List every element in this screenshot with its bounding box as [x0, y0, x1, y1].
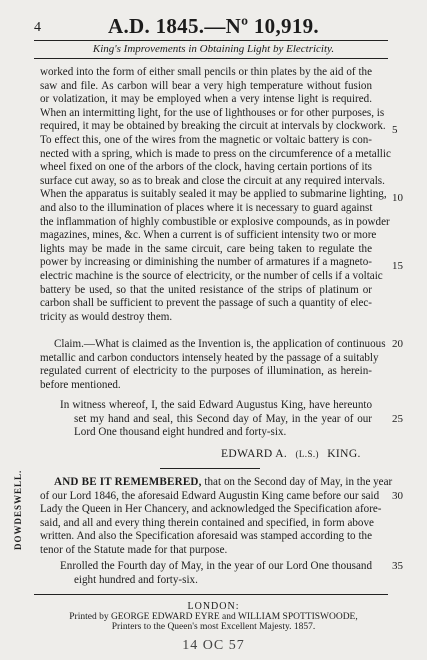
body-line: and also to the illumination of places where it is necessary to guard against [40, 201, 373, 214]
header-rule-top [34, 40, 388, 41]
imprint-city: LONDON: [187, 601, 240, 612]
body-line: When the apparatus is suitably sealed it may be applied to submarine lighting, [40, 188, 387, 201]
enrolment-line: Lady the Queen in Her Chancery, and acknowledged the Specification afore- [40, 503, 382, 516]
line-number: 5 [392, 124, 398, 136]
patent-subtitle: King's Improvements in Obtaining Light by Electricity. [92, 43, 335, 55]
side-margin-label: DOWDESWELL. [13, 469, 23, 551]
body-line: saw and file. As carbon will bear a very high temperature without fusion [40, 79, 372, 92]
seal-mark: (L.S.) [295, 449, 319, 459]
body-line: To effect this, one of the wires from the magnetic or voltaic battery is con- [40, 133, 372, 146]
remembered-lead: AND BE IT REMEMBERED, [54, 476, 202, 488]
body-line: electric machine is the source of electricity, or the number of cells if a voltaic [40, 269, 383, 282]
body-line: required, it may be obtained by breaking the circuit at intervals by clockwork. [40, 120, 386, 133]
body-line: wheel fixed on one of the arbors of the clock, having certain portions of its [40, 161, 372, 174]
section-divider [160, 468, 260, 469]
signature-last-name: KING. [327, 448, 361, 460]
page-header [0, 14, 427, 42]
body-line: surface cut away, so as to break and close the circuit at any required intervals. [40, 174, 385, 187]
witness-paragraph [60, 399, 372, 440]
enrolment-line: written. And also the Specification aforesaid was stamped according to the [40, 530, 372, 543]
imprint-printers: Printed by GEORGE EDWARD EYRE and WILLIAM SPOTTISWOODE, [69, 612, 358, 622]
date-stamp: 14 OC 57 [182, 638, 245, 653]
enrolment-line [40, 476, 393, 490]
enrolled-line: Enrolled the Fourth day of May, in the year of our Lord One thousand [60, 560, 372, 572]
page-number: 4 [34, 20, 41, 35]
header-rule-bottom [34, 58, 388, 59]
body-line: the inflammation of highly combustible or explosive compounds, as in powder [40, 215, 390, 228]
claim-line: Claim.—What is claimed as the Invention is, the application of continuous [54, 338, 386, 350]
enrolment-line: of our Lord 1846, the aforesaid Edward Augustin King came before our said [40, 489, 380, 502]
line-number: 30 [392, 490, 403, 502]
line-number: 10 [392, 192, 403, 204]
body-line: nected with a spring, which is made to press on the circumference of a metallic [40, 147, 391, 160]
printer-imprint [0, 601, 427, 632]
claim-line: before mentioned. [40, 378, 121, 391]
body-line: lights may be made in the same circuit, care being taken to regulate the [40, 242, 372, 255]
body-line: magazines, mines, &c. When a current is of sufficient intensity two or more [40, 229, 377, 242]
body-line: carbon shall be sufficient to prevent the passage of such a quantity of elec- [40, 297, 372, 310]
specification-body [40, 66, 391, 324]
line-number: 20 [392, 338, 403, 350]
body-line: power by increasing or diminishing the number of armatures if a magneto- [40, 256, 372, 269]
body-line: battery be used, so that the united resistance of the strips of platinum or [40, 283, 372, 296]
patent-title: A.D. 1845.—Nº 10,919. [108, 14, 319, 38]
witness-line: Lord One thousand eight hundred and forty-six. [74, 426, 287, 439]
line-number: 15 [392, 260, 403, 272]
body-line: worked into the form of either small pencils or thin plates by the aid of the [40, 66, 372, 78]
body-line: When an intermitting light, for the use of lighthouses or for other purposes, is [40, 106, 385, 119]
body-line: tricity as would destroy them. [40, 310, 173, 323]
enrolment-line: tenor of the Statute made for that purpose. [40, 543, 228, 556]
signature-first-name: EDWARD A. [221, 448, 288, 460]
body-line: or volatization, it may be employed when a very intense light is required. [40, 93, 372, 106]
enrolled-line: eight hundred and forty-six. [74, 573, 198, 586]
witness-line: set my hand and seal, this Second day of May, in the year of our [74, 412, 372, 425]
line-number: 25 [392, 413, 403, 425]
enrolled-paragraph [60, 560, 372, 587]
signature-line [221, 448, 361, 460]
enrolment-paragraph [40, 476, 393, 558]
remembered-first-line: that on the Second day of May, in the year [204, 476, 393, 488]
claim-paragraph [40, 338, 386, 392]
enrolment-line: said, and all and every thing therein contained and specified, in form above [40, 516, 374, 529]
line-number: 35 [392, 560, 403, 572]
witness-line: In witness whereof, I, the said Edward Augustus King, have hereunto [60, 399, 372, 411]
claim-line: regulated current of electricity to the purposes of illumination, as herein- [40, 365, 372, 378]
claim-line: metallic and carbon conductors intensely heated by the passage of a suitably [40, 351, 379, 364]
imprint-printers-title: Printers to the Queen's most Excellent Majesty. 1857. [111, 622, 316, 632]
footer-rule [34, 594, 388, 595]
